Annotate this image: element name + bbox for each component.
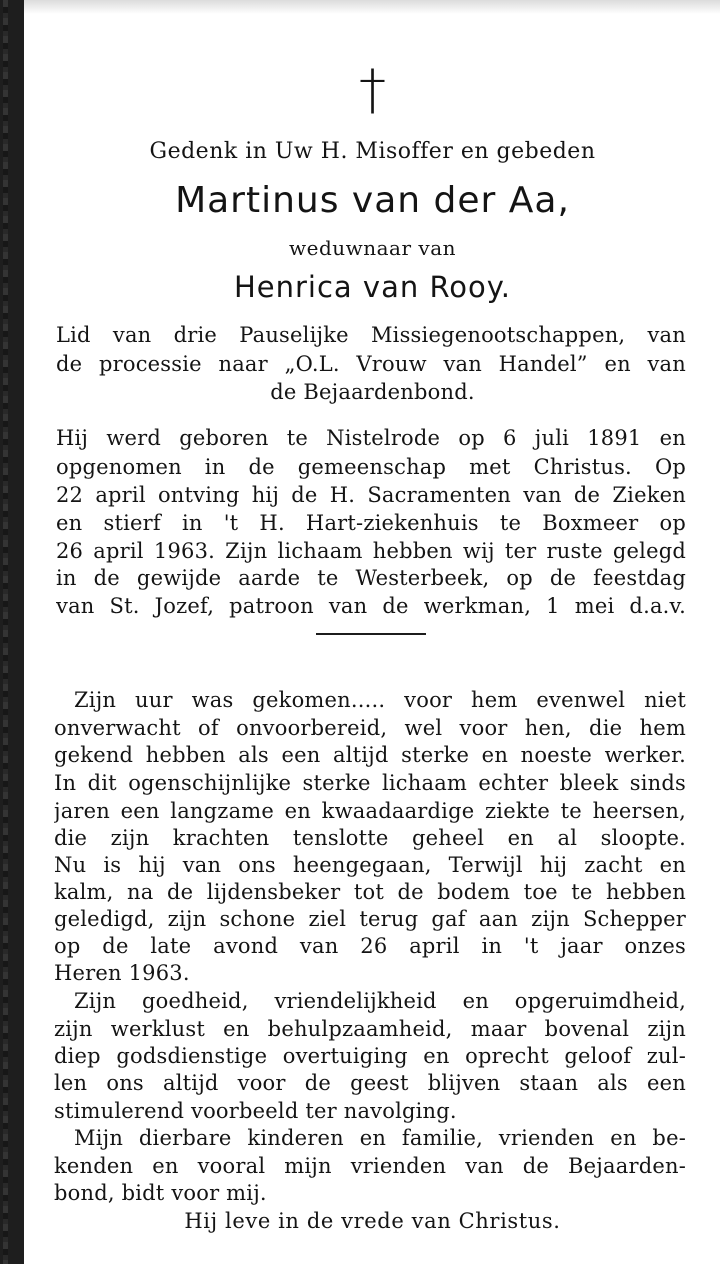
biography-line: 22 april ontving hij de H. Sacramenten van de Zieken: [56, 483, 686, 507]
virtues-line: Zijn goedheid, vriendelijkheid en opgeruimdheid,: [74, 989, 686, 1013]
membership-line: de Bejaardenbond.: [270, 380, 475, 404]
virtues-line: stimulerend voorbeeld ter navolging.: [54, 1099, 457, 1123]
deceased-name: Martinus van der Aa,: [175, 180, 570, 221]
intro-line: Gedenk in Uw H. Misoffer en gebeden: [149, 139, 596, 164]
membership-line: Lid van drie Pauselijke Missiegenootschappen, van: [56, 323, 686, 347]
cross-icon: †: [359, 58, 386, 121]
farewell-line: kenden en vooral mijn vrienden van de Bejaarden-: [54, 1154, 686, 1178]
section-divider: [316, 633, 426, 635]
card-left-border: [0, 0, 24, 1264]
reflection-line: Zijn uur was gekomen..... voor hem evenwel niet: [74, 688, 686, 712]
biography-line: en stierf in 't H. Hart-ziekenhuis te Boxmeer op: [56, 511, 686, 535]
farewell-line: Mijn dierbare kinderen en familie, vrienden en be-: [74, 1126, 686, 1150]
biography-line: 26 april 1963. Zijn lichaam hebben wij ter ruste gelegd: [56, 539, 686, 563]
reflection-line: onverwacht of onvoorbereid, wel voor hen, die hem: [54, 716, 686, 740]
closing-prayer: Hij leve in de vrede van Christus.: [184, 1209, 561, 1233]
relation-line: weduwnaar van: [288, 236, 456, 260]
reflection-line: Heren 1963.: [54, 961, 190, 985]
memorial-card: [40, 0, 705, 1264]
membership-line: de processie naar „O.L. Vrouw van Handel” en van: [56, 352, 686, 376]
biography-line: in de gewijde aarde te Westerbeek, op de feestdag: [56, 566, 686, 590]
reflection-line: jaren een langzame en kwaadaardige ziekte te heersen,: [54, 799, 686, 823]
reflection-line: In dit ogenschijnlijke sterke lichaam echter bleek sinds: [54, 771, 686, 795]
biography-line: Hij werd geboren te Nistelrode op 6 juli 1891 en: [56, 426, 686, 450]
biography-line: van St. Jozef, patroon van de werkman, 1 mei d.a.v.: [56, 594, 686, 618]
biography-line: opgenomen in de gemeenschap met Christus. Op: [56, 455, 686, 479]
virtues-line: len ons altijd voor de geest blijven staan als een: [54, 1071, 686, 1095]
virtues-line: diep godsdienstige overtuiging en oprecht geloof zul-: [54, 1044, 686, 1068]
reflection-line: op de late avond van 26 april in 't jaar onzes: [54, 934, 686, 958]
reflection-line: kalm, na de lijdensbeker tot de bodem toe te hebben: [54, 880, 686, 904]
virtues-line: zijn werklust en behulpzaamheid, maar bovenal zijn: [54, 1017, 686, 1041]
reflection-line: geledigd, zijn schone ziel terug gaf aan zijn Schepper: [54, 907, 686, 931]
reflection-line: die zijn krachten tenslotte geheel en al sloopte.: [54, 826, 686, 850]
spouse-name: Henrica van Rooy.: [233, 270, 512, 304]
reflection-line: gekend hebben als een altijd sterke en noeste werker.: [54, 743, 686, 767]
reflection-line: Nu is hij van ons heengegaan, Terwijl hij zacht en: [54, 853, 686, 877]
farewell-line: bond, bidt voor mij.: [54, 1181, 267, 1205]
